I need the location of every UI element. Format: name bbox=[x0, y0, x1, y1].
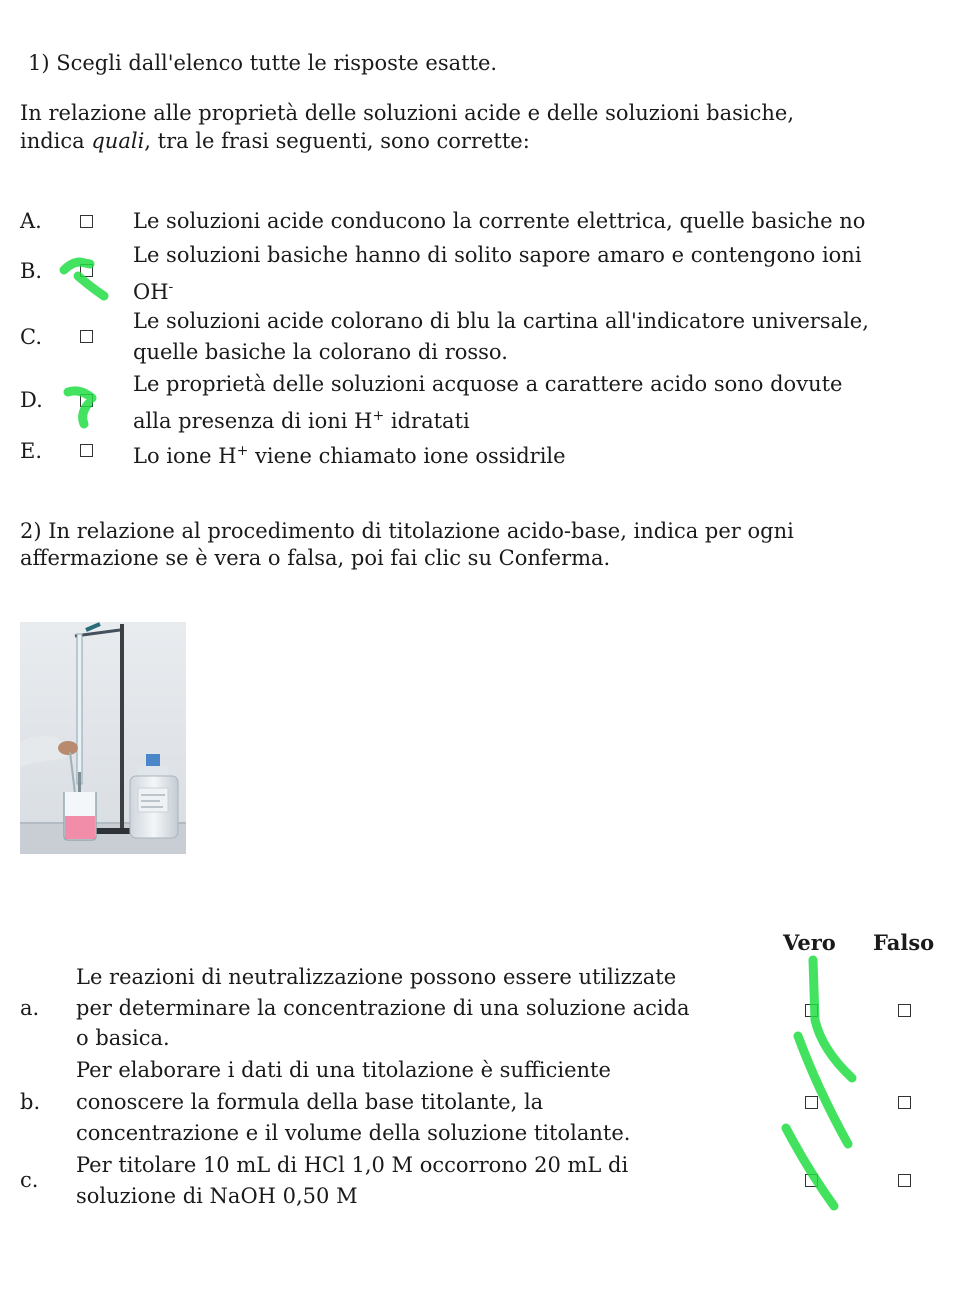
col-header-falso: Falso bbox=[873, 930, 935, 955]
q1-intro-line2: indica quali, tra le frasi seguenti, sono corrette: bbox=[20, 129, 530, 153]
mark-statement-b bbox=[798, 1036, 848, 1144]
statement-a-vero-checkbox[interactable] bbox=[805, 1004, 818, 1017]
option-b-letter: B. bbox=[20, 259, 43, 283]
statement-a-letter: a. bbox=[20, 996, 40, 1020]
option-e-checkbox[interactable] bbox=[80, 444, 93, 457]
option-c-text-line1: Le soluzioni acide colorano di blu la cartina all'indicatore universale, bbox=[133, 309, 869, 333]
statement-c-line1: Per titolare 10 mL di HCl 1,0 M occorrono 20 mL di bbox=[76, 1153, 629, 1177]
q1-intro-line1: In relazione alle proprietà delle soluzioni acide e delle soluzioni basiche, bbox=[20, 101, 794, 125]
option-c-letter: C. bbox=[20, 325, 42, 349]
option-e-letter: E. bbox=[20, 439, 43, 463]
statement-c-line2: soluzione di NaOH 0,50 M bbox=[76, 1184, 358, 1208]
titration-photo bbox=[20, 622, 186, 854]
option-b-text-line2: OH- bbox=[133, 279, 174, 304]
statement-c-vero-checkbox[interactable] bbox=[805, 1174, 818, 1187]
option-a-letter: A. bbox=[20, 209, 42, 233]
statement-a-falso-checkbox[interactable] bbox=[898, 1004, 911, 1017]
statement-b-line2: conoscere la formula della base titolante, la bbox=[76, 1090, 544, 1114]
statement-a-line1: Le reazioni di neutralizzazione possono essere utilizzate bbox=[76, 965, 677, 989]
option-d-letter: D. bbox=[20, 388, 43, 412]
option-c-text-line2: quelle basiche la colorano di rosso. bbox=[133, 340, 508, 364]
statement-b-line3: concentrazione e il volume della soluzione titolante. bbox=[76, 1121, 631, 1145]
statement-a-line3: o basica. bbox=[76, 1026, 170, 1050]
option-b-checkbox[interactable] bbox=[80, 264, 93, 277]
col-header-vero: Vero bbox=[783, 930, 836, 955]
statement-a-line2: per determinare la concentrazione di una soluzione acida bbox=[76, 996, 690, 1020]
option-e-text: Lo ione H+ viene chiamato ione ossidrile bbox=[133, 443, 566, 468]
option-a-text: Le soluzioni acide conducono la corrente elettrica, quelle basiche no bbox=[133, 209, 866, 233]
option-c-checkbox[interactable] bbox=[80, 330, 93, 343]
option-a-checkbox[interactable] bbox=[80, 215, 93, 228]
q2-title-line2: affermazione se è vera o falsa, poi fai clic su Conferma. bbox=[20, 546, 611, 570]
mark-statement-c bbox=[786, 1128, 834, 1206]
statement-b-letter: b. bbox=[20, 1090, 41, 1114]
statement-b-falso-checkbox[interactable] bbox=[898, 1096, 911, 1109]
statement-b-vero-checkbox[interactable] bbox=[805, 1096, 818, 1109]
option-d-checkbox[interactable] bbox=[80, 394, 93, 407]
option-d-text-line2: alla presenza di ioni H+ idratati bbox=[133, 408, 470, 433]
q2-title-line1: 2) In relazione al procedimento di titolazione acido-base, indica per ogni bbox=[20, 519, 794, 543]
statement-c-letter: c. bbox=[20, 1168, 39, 1192]
q1-title: 1) Scegli dall'elenco tutte le risposte esatte. bbox=[28, 51, 498, 75]
statement-c-falso-checkbox[interactable] bbox=[898, 1174, 911, 1187]
mark-statement-a bbox=[813, 960, 852, 1078]
statement-b-line1: Per elaborare i dati di una titolazione è sufficiente bbox=[76, 1058, 611, 1082]
option-b-text-line1: Le soluzioni basiche hanno di solito sapore amaro e contengono ioni bbox=[133, 243, 862, 267]
option-d-text-line1: Le proprietà delle soluzioni acquose a carattere acido sono dovute bbox=[133, 372, 843, 396]
